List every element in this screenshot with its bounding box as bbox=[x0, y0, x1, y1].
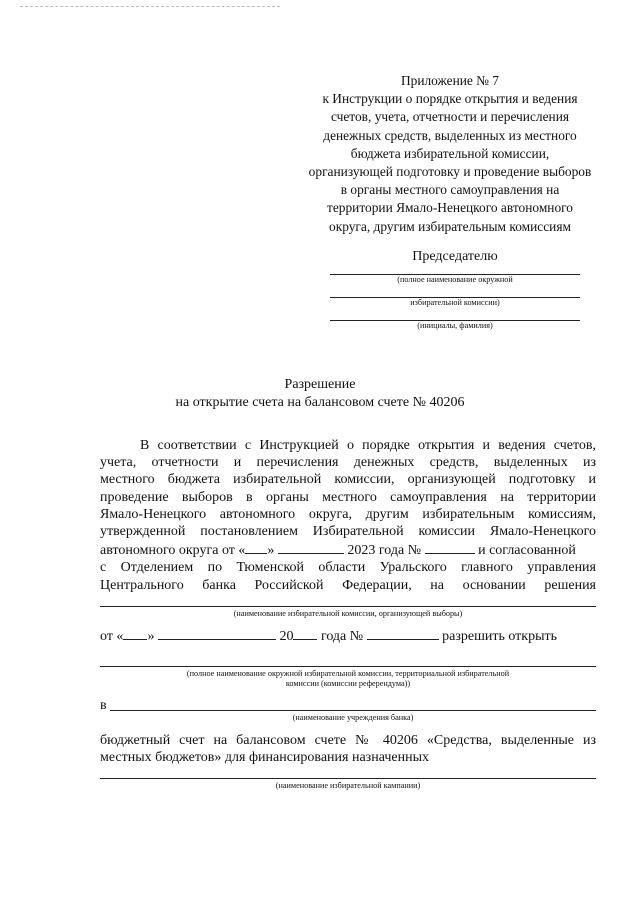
year-blank bbox=[293, 626, 317, 640]
addressee-block bbox=[330, 248, 580, 331]
addressee-caption: (полное наименование окружной bbox=[397, 275, 513, 284]
appendix-line: организующей подготовку и проведение выборов bbox=[308, 164, 592, 180]
appendix-line: бюджета избирательной комиссии, bbox=[350, 145, 550, 161]
heading-title: Разрешение bbox=[284, 377, 356, 392]
body-line: Ямало-Ненецкого автономного округа, другим избирательным комиссиям, bbox=[100, 506, 596, 522]
date-text: от « bbox=[100, 629, 124, 644]
account-paragraph bbox=[100, 732, 596, 766]
addressee-title: Председателю bbox=[412, 249, 498, 264]
appendix-line: в органы местного самоуправления на bbox=[340, 182, 560, 198]
heading-subtitle: на открытие счета на балансовом счете № 40206 bbox=[175, 395, 465, 410]
body-line-with-blanks bbox=[100, 540, 596, 559]
body-line: утвержденной постановлением Избирательной комиссии Ямало-Ненецкого bbox=[100, 524, 596, 540]
date-text: » bbox=[147, 629, 155, 644]
day-blank bbox=[123, 626, 147, 640]
campaign-caption: (наименование избирательной кампании) bbox=[275, 781, 421, 790]
district-caption bbox=[100, 669, 596, 689]
appendix-line: счетов, учета, отчетности и перечисления bbox=[330, 109, 570, 125]
appendix-line: Приложение № 7 bbox=[400, 73, 500, 88]
account-line: бюджетный счет на балансовом счете № 40206 «Средства, выделенные из bbox=[100, 733, 596, 748]
body-text-fragment: автономного округа от « bbox=[100, 543, 246, 559]
bank-caption: (наименование учреждения банка) bbox=[292, 713, 414, 722]
commission-fill-line bbox=[100, 606, 596, 607]
body-paragraph bbox=[100, 437, 596, 594]
body-text-fragment: » bbox=[267, 543, 275, 559]
appendix-header bbox=[270, 72, 630, 236]
account-line: местных бюджетов» для финансирования назначенных bbox=[100, 750, 429, 765]
body-line: местного бюджета избирательной комиссии, организующей подготовку и bbox=[100, 472, 596, 488]
body-line: учета, отчетности и перечисления денежных средств, выделенных из bbox=[100, 455, 596, 471]
appendix-line: денежных средств, выделенных из местного bbox=[323, 127, 577, 143]
scan-artifact bbox=[20, 6, 280, 8]
appendix-line: территории Ямало-Ненецкого автономного bbox=[326, 200, 574, 216]
day-blank bbox=[245, 540, 267, 554]
addressee-caption: избирательной комиссии) bbox=[410, 298, 500, 307]
action-text: разрешить открыть bbox=[442, 629, 558, 644]
district-fill-line bbox=[100, 666, 596, 667]
year-prefix: 20 bbox=[279, 629, 294, 644]
appendix-line: к Инструкции о порядке открытия и ведения bbox=[322, 91, 578, 107]
commission-caption: (наименование избирательной комиссии, организующей выборы) bbox=[233, 609, 463, 618]
date-row bbox=[100, 626, 596, 645]
body-line: с Отделением по Тюменской области Уральского главного управления bbox=[100, 560, 596, 576]
body-line: проведение выборов в органы местного самоуправления на территории bbox=[100, 489, 596, 505]
addressee-caption: (инициалы, фамилия) bbox=[417, 321, 493, 330]
body-line: Центрального банка Российской Федерации, на основании решения bbox=[100, 577, 596, 593]
month-blank bbox=[158, 626, 276, 640]
month-blank bbox=[278, 540, 344, 554]
district-caption-line: (полное наименование окружной избирательной комиссии, территориальной избирательной bbox=[186, 669, 510, 678]
bank-row bbox=[100, 697, 596, 714]
campaign-fill-line bbox=[100, 778, 596, 779]
number-blank bbox=[367, 626, 439, 640]
district-caption-line: комиссии (комиссии референдума)) bbox=[285, 679, 411, 688]
document-heading bbox=[0, 376, 640, 412]
body-text-fragment: 2023 года № bbox=[347, 543, 422, 559]
appendix-line: округа, другим избирательным комиссиям bbox=[329, 218, 571, 234]
bank-fill-line bbox=[110, 710, 596, 711]
body-text-fragment: и согласованной bbox=[478, 543, 576, 559]
bank-prefix: в bbox=[100, 698, 107, 713]
body-line: В соответствии с Инструкцией о порядке открытия и ведения счетов, bbox=[140, 438, 596, 453]
number-blank bbox=[425, 540, 475, 554]
date-text: года № bbox=[320, 629, 364, 644]
